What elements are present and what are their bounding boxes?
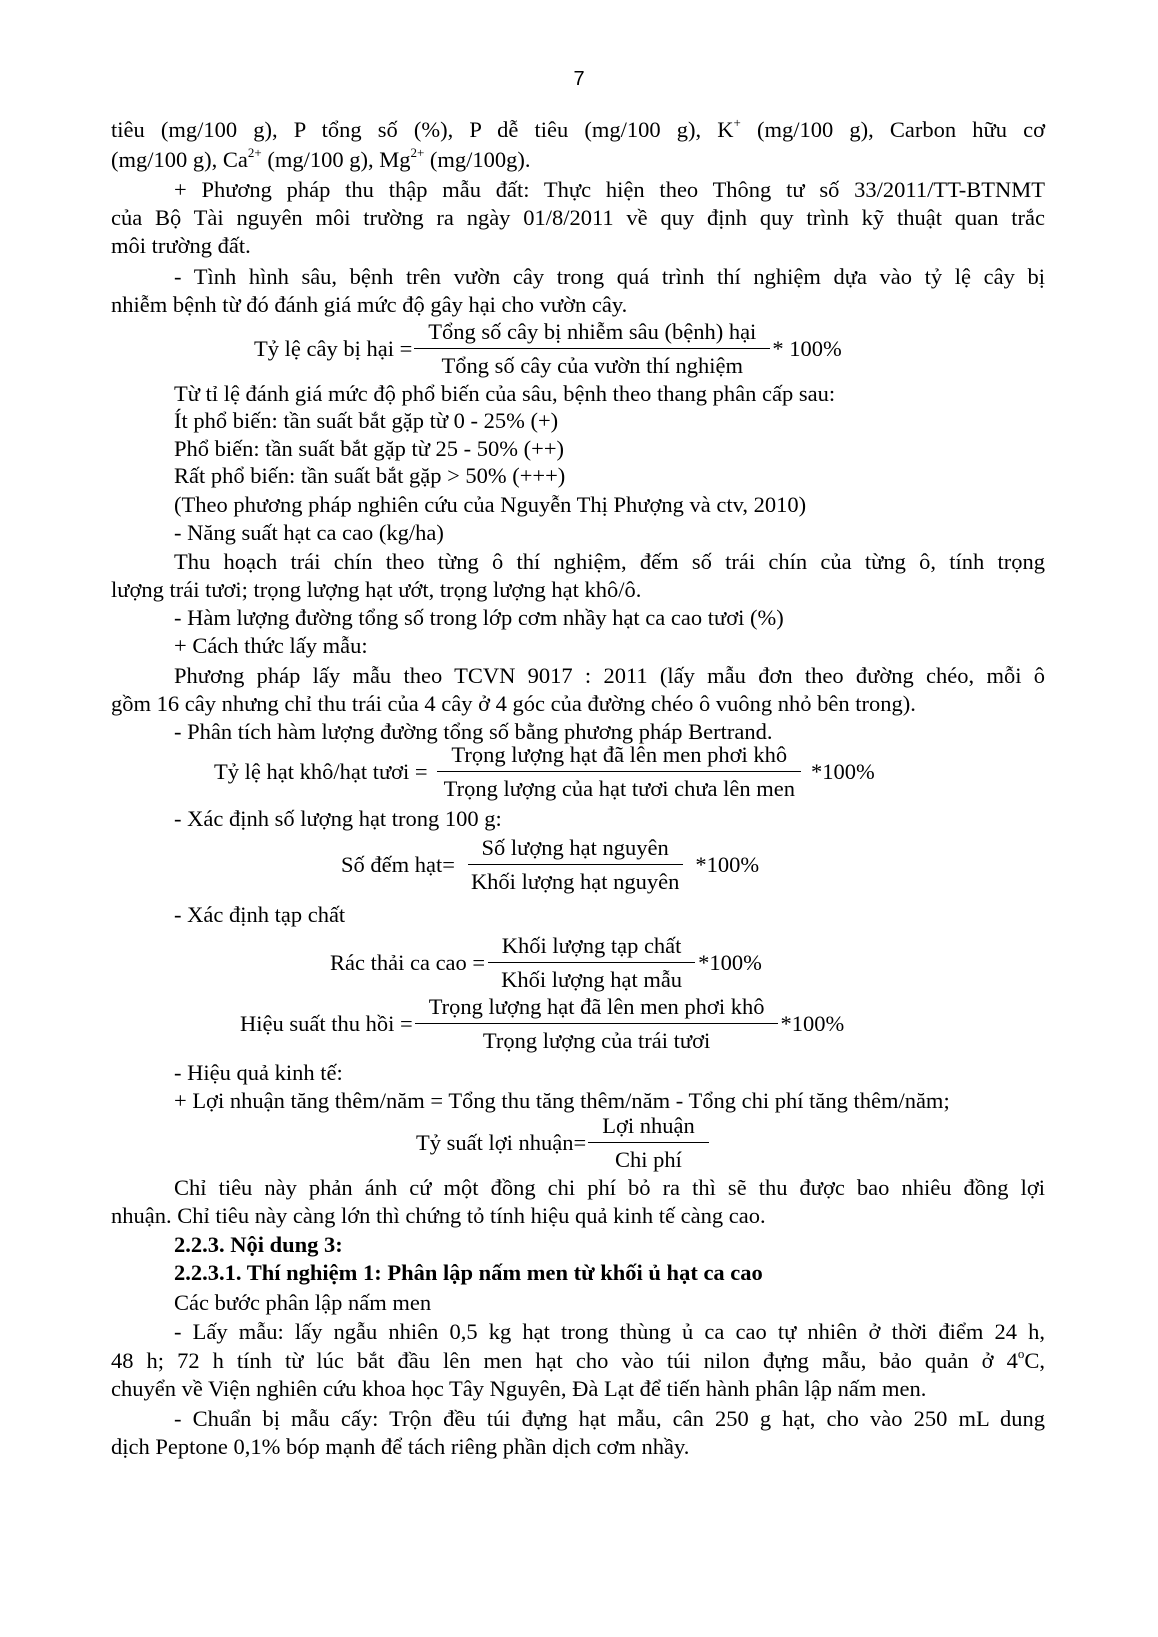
- formula-numerator: Khối lượng tạp chất: [488, 932, 696, 963]
- formula-fraction: [487, 932, 696, 993]
- formula-numerator: Trọng lượng hạt đã lên men phơi khô: [415, 993, 779, 1024]
- text-line: - Hiệu quả kinh tế:: [174, 1060, 343, 1085]
- formula-numerator: Trọng lượng hạt đã lên men phơi khô: [437, 741, 801, 772]
- text-line: Thu hoạch trái chín theo từng ô thí nghiệm, đếm số trái chín của từng ô, tính trọng: [174, 549, 1045, 574]
- text-line: nhiễm bệnh từ đó đánh giá mức độ gây hại cho vườn cây.: [111, 292, 628, 317]
- text-line: Rất phổ biến: tần suất bắt gặp > 50% (+++): [174, 463, 566, 488]
- formula-numerator: Tổng số cây bị nhiễm sâu (bệnh) hại: [414, 318, 770, 349]
- text-line: - Năng suất hạt ca cao (kg/ha): [174, 520, 444, 545]
- text-line: - Lấy mẫu: lấy ngẫu nhiên 0,5 kg hạt trong thùng ủ ca cao tự nhiên ở thời điểm 24 h,: [174, 1319, 1045, 1344]
- formula-lhs: Số đếm hạt=: [341, 851, 455, 877]
- text-line: dịch Peptone 0,1% bóp mạnh để tách riêng phần dịch cơm nhầy.: [111, 1434, 690, 1459]
- formula-bean-count: [341, 834, 759, 895]
- text-line: Chỉ tiêu này phản ánh cứ một đồng chi phí bỏ ra thì sẽ thu được bao nhiêu đồng lợi: [174, 1175, 1045, 1200]
- formula-lhs: Hiệu suất thu hồi =: [240, 1010, 413, 1036]
- text-line: - Xác định tạp chất: [174, 902, 346, 927]
- text-line: + Cách thức lấy mẫu:: [174, 633, 368, 658]
- formula-damage-rate: [254, 318, 842, 379]
- formula-fraction: [414, 318, 770, 379]
- text-line: Phương pháp lấy mẫu theo TCVN 9017 : 2011 (lấy mẫu đơn theo đường chéo, mỗi ô: [174, 663, 1045, 688]
- formula-dry-fresh-ratio: [214, 741, 875, 802]
- formula-lhs: Rác thải ca cao =: [330, 949, 486, 975]
- formula-denominator: Trọng lượng của hạt tươi chưa lên men: [443, 776, 795, 801]
- text-line: gồm 16 cây nhưng chỉ thu trái của 4 cây ở 4 góc của đường chéo ô vuông nhỏ bên trong).: [111, 691, 916, 716]
- formula-denominator: Chi phí: [615, 1147, 682, 1172]
- text-line: môi trường đất.: [111, 233, 251, 258]
- formula-denominator: Trọng lượng của trái tươi: [482, 1028, 711, 1053]
- text-line: 48 h; 72 h tính từ lúc bắt đầu lên men hạt cho vào túi nilon đựng mẫu, bảo quản ở 4$^o$C,: [111, 1346, 1045, 1373]
- text-line: - Chuẩn bị mẫu cấy: Trộn đều túi đựng hạt mẫu, cân 250 g hạt, cho vào 250 mL dung: [174, 1406, 1045, 1431]
- text-line: lượng trái tươi; trọng lượng hạt ướt, trọng lượng hạt khô/ô.: [111, 577, 642, 602]
- formula-lhs: Tỷ suất lợi nhuận=: [416, 1129, 587, 1155]
- formula-rhs: *100%: [811, 758, 875, 784]
- text-line: + Phương pháp thu thập mẫu đất: Thực hiện theo Thông tư số 33/2011/TT-BTNMT: [174, 177, 1045, 202]
- text-line: Phổ biến: tần suất bắt gặp từ 25 - 50% (++): [174, 436, 565, 461]
- page-number: 7: [573, 68, 585, 90]
- formula-profit-rate: [416, 1112, 711, 1173]
- text-line: (mg/100 g), $Ca^{2+}$ (mg/100 g), $Mg^{2+}$ (mg/100g).: [111, 145, 531, 172]
- text-line: - Phân tích hàm lượng đường tổng số bằng phương pháp Bertrand.: [174, 719, 773, 744]
- formula-numerator: Số lượng hạt nguyên: [468, 834, 683, 865]
- formula-denominator: Khối lượng hạt nguyên: [470, 869, 680, 894]
- formula-lhs: Tỷ lệ hạt khô/hạt tươi =: [214, 758, 428, 784]
- formula-rhs: *100%: [698, 949, 762, 975]
- formula-rhs: * 100%: [772, 335, 842, 361]
- formula-fraction: [430, 741, 809, 802]
- text-line: - Hàm lượng đường tổng số trong lớp cơm nhầy hạt ca cao tươi (%): [174, 605, 784, 630]
- text-line: - Xác định số lượng hạt trong 100 g:: [174, 806, 502, 831]
- formula-lhs: Tỷ lệ cây bị hại =: [254, 335, 413, 361]
- subsection-heading: 2.2.3.1. Thí nghiệm 1: Phân lập nấm men từ khối ủ hạt ca cao: [174, 1260, 763, 1285]
- formula-fraction: [457, 834, 693, 895]
- text-line: chuyển về Viện nghiên cứu khoa học Tây Nguyên, Đà Lạt để tiến hành phân lập nấm men.: [111, 1376, 927, 1401]
- text-line: Các bước phân lập nấm men: [174, 1290, 432, 1315]
- text-line: + Lợi nhuận tăng thêm/năm = Tổng thu tăng thêm/năm - Tổng chi phí tăng thêm/năm;: [174, 1088, 950, 1113]
- formula-cocoa-waste: [330, 932, 762, 993]
- formula-recovery-yield: [240, 993, 844, 1054]
- text-line: nhuận. Chỉ tiêu này càng lớn thì chứng tỏ tính hiệu quả kinh tế càng cao.: [111, 1203, 766, 1228]
- text-line: Từ tỉ lệ đánh giá mức độ phổ biến của sâu, bệnh theo thang phân cấp sau:: [174, 381, 836, 406]
- section-heading: 2.2.3. Nội dung 3:: [174, 1232, 343, 1257]
- text-line: tiêu (mg/100 g), P tổng số (%), P dễ tiêu (mg/100 g), K+ (mg/100 g), Carbon hữu cơ: [111, 115, 1045, 142]
- formula-numerator: Lợi nhuận: [588, 1112, 709, 1143]
- formula-fraction: [588, 1112, 709, 1173]
- text-line: (Theo phương pháp nghiên cứu của Nguyễn Thị Phượng và ctv, 2010): [174, 492, 807, 517]
- formula-denominator: Tổng số cây của vườn thí nghiệm: [441, 353, 744, 378]
- formula-denominator: Khối lượng hạt mẫu: [501, 967, 683, 992]
- formula-rhs: *100%: [695, 851, 760, 877]
- text-line: - Tình hình sâu, bệnh trên vườn cây trong quá trình thí nghiệm dựa vào tỷ lệ cây bị: [174, 264, 1045, 289]
- text-line: của Bộ Tài nguyên môi trường ra ngày 01/8/2011 về quy định quy trình kỹ thuật quan trắc: [111, 205, 1045, 230]
- formula-fraction: [415, 993, 779, 1054]
- text-line: Ít phổ biến: tần suất bắt gặp từ 0 - 25% (+): [174, 408, 559, 433]
- formula-rhs: *100%: [780, 1010, 845, 1036]
